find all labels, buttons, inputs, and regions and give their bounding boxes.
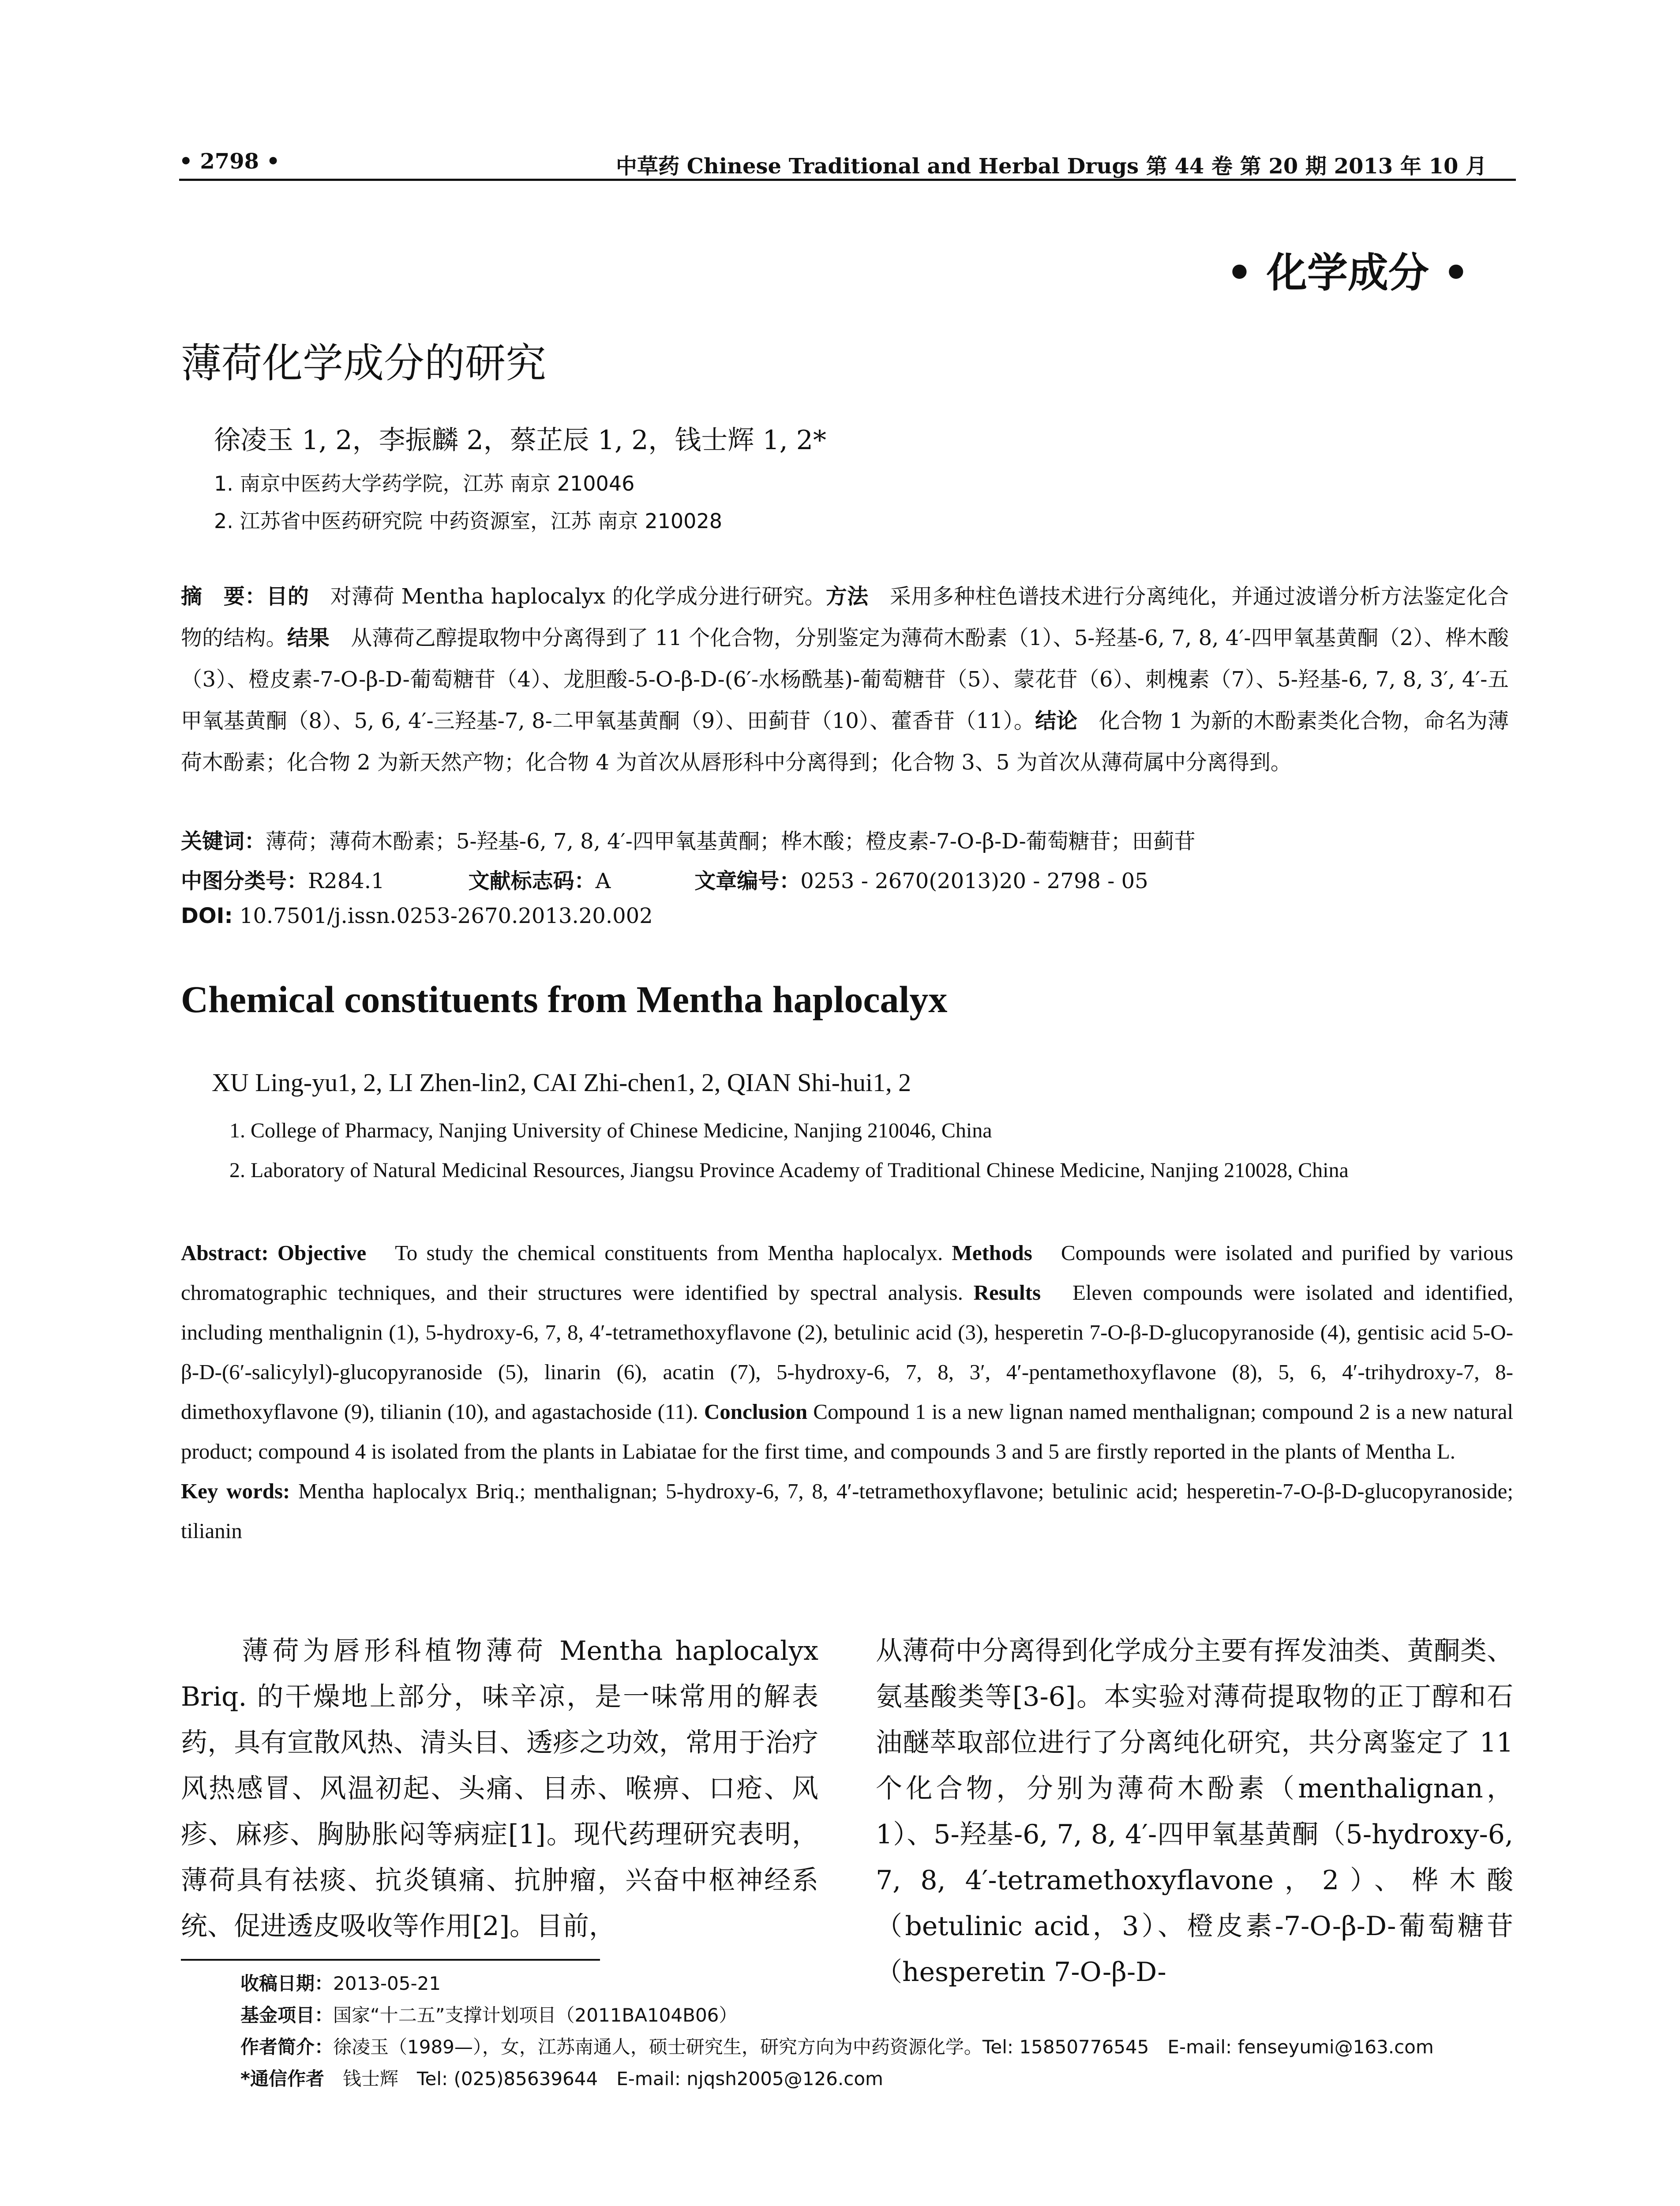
abstract-en — [181, 1233, 1513, 1551]
objective-label-cn: 目的 — [266, 584, 309, 609]
running-header — [179, 141, 1516, 181]
results-label-cn: 结果 — [287, 626, 330, 650]
methods-cn: 采用多种柱色谱技术进行分离纯化，并通过波谱分析方法鉴定化合物的结构。 — [181, 584, 1509, 650]
keywords-cn-text: 薄荷；薄荷木酚素；5-羟基-6, 7, 8, 4′-四甲氧基黄酮；桦木酸；橙皮素-7-O-β-D-葡萄糖苷；田蓟苷 — [266, 829, 1196, 854]
results-en: Eleven compounds were isolated and identified, including menthalignin (1), 5-hydroxy-6, 7, 8, 4′-tetramethoxyflavone (2), betulinic acid (3), hesperetin 7-O-β-D-glucopyranoside (4), gentisic acid 5-O-β-D-(6′-salicylyl)-glucopyranoside (5), linarin (6), acatin (7), 5-hydroxy-6, 7, 8, 3′, 4′-pentamethoxyflavone (8), 5, 6, 4′-trihydroxy-7, 8-dimethoxyflavone (9), tilianin (10), and agastachoside (11). — [181, 1280, 1513, 1424]
conclusion-label-en: Conclusion — [704, 1399, 808, 1424]
keywords-en-label: Key words: — [181, 1479, 290, 1503]
doc-value: A — [595, 869, 611, 893]
authors-cn: 徐凌玉 1, 2，李振麟 2，蔡芷辰 1, 2，钱士辉 1, 2* — [214, 425, 826, 456]
objective-en: To study the chemical constituents from Mentha haplocalyx. — [366, 1241, 952, 1265]
objective-cn: 对薄荷 Mentha haplocalyx 的化学成分进行研究。 — [309, 584, 826, 609]
keywords-cn-label: 关键词： — [181, 829, 266, 854]
clc-value: R284.1 — [308, 869, 385, 893]
abstract-en-label: Abstract: Objective — [181, 1241, 367, 1265]
methods-label-en: Methods — [952, 1241, 1032, 1265]
classification-line — [181, 864, 1148, 894]
doi-value: 10.7501/j.issn.0253-2670.2013.20.002 — [232, 904, 653, 928]
doc-label: 文献标志码： — [468, 869, 596, 893]
affiliation-cn-2: 2. 江苏省中医药研究院 中药资源室，江苏 南京 210028 — [214, 509, 722, 533]
methods-label-cn: 方法 — [825, 584, 869, 609]
section-label: • 化学成分 • — [1226, 249, 1469, 296]
affiliation-cn-1: 1. 南京中医药大学药学院，江苏 南京 210046 — [214, 472, 635, 495]
footnote-corresponding: *通信作者 钱士辉 Tel: (025)85639644 E-mail: njqsh2005@126.com — [240, 2068, 883, 2090]
authors-en: XU Ling-yu1, 2, LI Zhen-lin2, CAI Zhi-chen1, 2, QIAN Shi-hui1, 2 — [212, 1068, 911, 1097]
conclusion-label-cn: 结论 — [1035, 709, 1078, 733]
page-number: • 2798 • — [179, 149, 280, 174]
keywords-en-text: Mentha haplocalyx Briq.; menthalignan; 5-hydroxy-6, 7, 8, 4′-tetramethoxyflavone; betulinic acid; hesperetin-7-O-β-D-glucopyranoside; tilianin — [181, 1479, 1513, 1543]
footnote-received: 收稿日期：2013-05-21 — [240, 1973, 441, 1994]
header-rule — [179, 179, 1516, 181]
abstract-cn — [181, 576, 1509, 783]
journal-info: 中草药 Chinese Traditional and Herbal Drugs 第 44 卷 第 20 期 2013 年 10 月 — [616, 154, 1487, 179]
results-label-en: Results — [973, 1280, 1041, 1305]
keywords-cn — [181, 824, 1196, 855]
title-cn: 薄荷化学成分的研究 — [181, 340, 547, 387]
article-label: 文章编号： — [694, 869, 801, 893]
conclusion-cn: 化合物 1 为新的木酚素类化合物，命名为薄荷木酚素；化合物 2 为新天然产物；化合物 4 为首次从唇形科中分离得到；化合物 3、5 为首次从薄荷属中分离得到。 — [181, 709, 1509, 775]
body-right-text: 从薄荷中分离得到化学成分主要有挥发油类、黄酮类、氨基酸类等[3-6]。本实验对薄荷提取物的正丁醇和石油醚萃取部位进行了分离纯化研究，共分离鉴定了 11 个化合物，分别为薄荷木酚素（menthalignan，1）、5-羟基-6, 7, 8, 4′-四甲氧基黄酮（5-hydroxy-6, 7, 8, 4′-tetramethoxyflavone，2）、桦木酸（betulinic acid，3）、橙皮素-7-O-β-D-葡萄糖苷（hesperetin 7-O-β-D- — [876, 1636, 1513, 1988]
body-column-right — [876, 1628, 1513, 1995]
results-cn: 从薄荷乙醇提取物中分离得到了 11 个化合物，分别鉴定为薄荷木酚素（1）、5-羟基-6, 7, 8, 4′-四甲氧基黄酮（2）、桦木酸（3）、橙皮素-7-O-β-D-葡萄糖苷（4）、龙胆酸-5-O-β-D-(6′-水杨酰基)-葡萄糖苷（5）、蒙花苷（6）、刺槐素（7）、5-羟基-6, 7, 8, 3′, 4′-五甲氧基黄酮（8）、5, 6, 4′-三羟基-7, 8-二甲氧基黄酮（9）、田蓟苷（10）、藿香苷（11）。 — [181, 626, 1509, 733]
clc-label: 中图分类号： — [181, 869, 308, 893]
footnote-author-bio: 作者简介：徐凌玉（1989—），女，江苏南通人，硕士研究生，研究方向为中药资源化学。Tel: 15850776545 E-mail: fenseyumi@163.com — [240, 2036, 1434, 2058]
affiliation-en-1: 1. College of Pharmacy, Nanjing University of Chinese Medicine, Nanjing 210046, China — [229, 1119, 992, 1142]
abstract-cn-label: 摘 要： — [181, 584, 266, 609]
conclusion-en: Compound 1 is a new lignan named menthalignan; compound 2 is a new natural product; compound 4 is isolated from the plants in Labiatae for the first time, and compounds 3 and 5 are firstly reported in the plants of Mentha L. — [181, 1399, 1514, 1463]
affiliation-en-2: 2. Laboratory of Natural Medicinal Resources, Jiangsu Province Academy of Traditional Chinese Medicine, Nanjing 210028, China — [229, 1159, 1349, 1182]
methods-en: Compounds were isolated and purified by various chromatographic techniques, and their structures were identified by spectral analysis. — [181, 1241, 1514, 1305]
footnote-funding: 基金项目：国家“十二五”支撑计划项目（2011BA104B06） — [240, 2004, 738, 2026]
doi-line — [181, 904, 653, 928]
body-column-left — [181, 1628, 818, 1949]
article-value: 0253 - 2670(2013)20 - 2798 - 05 — [800, 869, 1148, 893]
title-en: Chemical constituents from Mentha haplocalyx — [181, 978, 948, 1020]
footnote-rule — [181, 1959, 600, 1961]
doi-label: DOI: — [181, 904, 233, 928]
body-left-text: 薄荷为唇形科植物薄荷 Mentha haplocalyx Briq. 的干燥地上部分，味辛凉，是一味常用的解表药，具有宣散风热、清头目、透疹之功效，常用于治疗风热感冒、风温初起、头痛、目赤、喉痹、口疮、风疹、麻疹、胸胁胀闷等病症[1]。现代药理研究表明，薄荷具有祛痰、抗炎镇痛、抗肿瘤，兴奋中枢神经系统、促进透皮吸收等作用[2]。目前， — [181, 1636, 818, 1942]
